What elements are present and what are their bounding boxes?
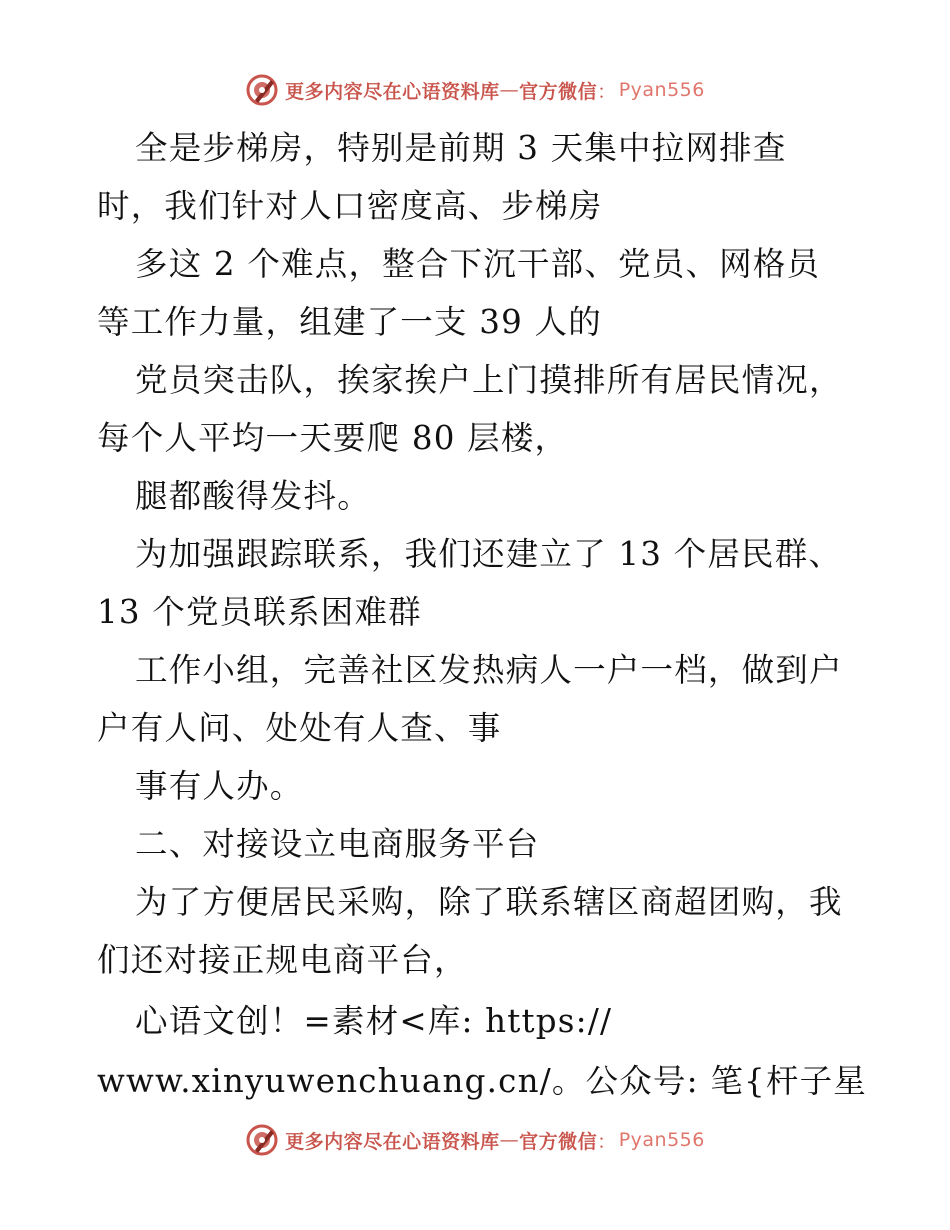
section-heading: 二、对接设立电商服务平台 — [135, 825, 540, 863]
watermark-dash: — — [499, 79, 520, 101]
paragraph-line: 为加强跟踪联系，我们还建立了 13 个居民群、 — [135, 535, 843, 573]
watermark-official: 官方微信 — [519, 80, 598, 103]
pen-logo-icon — [245, 1123, 279, 1157]
watermark-brand: 更多内容尽在心语资料库 — [285, 1130, 500, 1153]
paragraph-line: 们还对接正规电商平台， — [97, 941, 468, 979]
paragraph-line: 为了方便居民采购，除了联系辖区商超团购，我 — [135, 883, 843, 921]
paragraph-line: 户有人问、处处有人查、事 — [97, 709, 502, 747]
paragraph-line: 多这 2 个难点，整合下沉干部、党员、网格员 — [135, 245, 821, 283]
watermark-colon: ： — [597, 80, 617, 103]
paragraph-line: 时，我们针对人口密度高、步梯房 — [97, 187, 603, 225]
paragraph-line: 党员突击队，挨家挨户上门摸排所有居民情况， — [135, 361, 843, 399]
watermark-brand: 更多内容尽在心语资料库 — [285, 80, 500, 103]
paragraph-line: 事有人办。 — [135, 767, 304, 805]
watermark-colon: ： — [597, 1130, 617, 1153]
paragraph-line: 全是步梯房，特别是前期 3 天集中拉网排查 — [135, 129, 787, 167]
watermark-wechat-id: Pyan556 — [618, 79, 705, 101]
watermark-wechat-id: Pyan556 — [618, 1129, 705, 1151]
watermark-official: 官方微信 — [519, 1130, 598, 1153]
paragraph-line: 13 个党员联系困难群 — [97, 593, 422, 631]
watermark-dash: — — [499, 1129, 520, 1151]
footer-watermark — [0, 1120, 950, 1160]
paragraph-line: www.xinyuwenchuang.cn/。公众号: 笔{杆子星 — [97, 1062, 868, 1100]
paragraph-line: 心语文创！=素材<库: https:// — [135, 1002, 613, 1040]
paragraph-line: 等工作力量，组建了一支 39 人的 — [97, 303, 602, 341]
paragraph-line: 腿都酸得发抖。 — [135, 477, 371, 515]
paragraph-line: 工作小组，完善社区发热病人一户一档，做到户 — [135, 651, 843, 689]
paragraph-line: 每个人平均一天要爬 80 层楼， — [97, 419, 569, 457]
